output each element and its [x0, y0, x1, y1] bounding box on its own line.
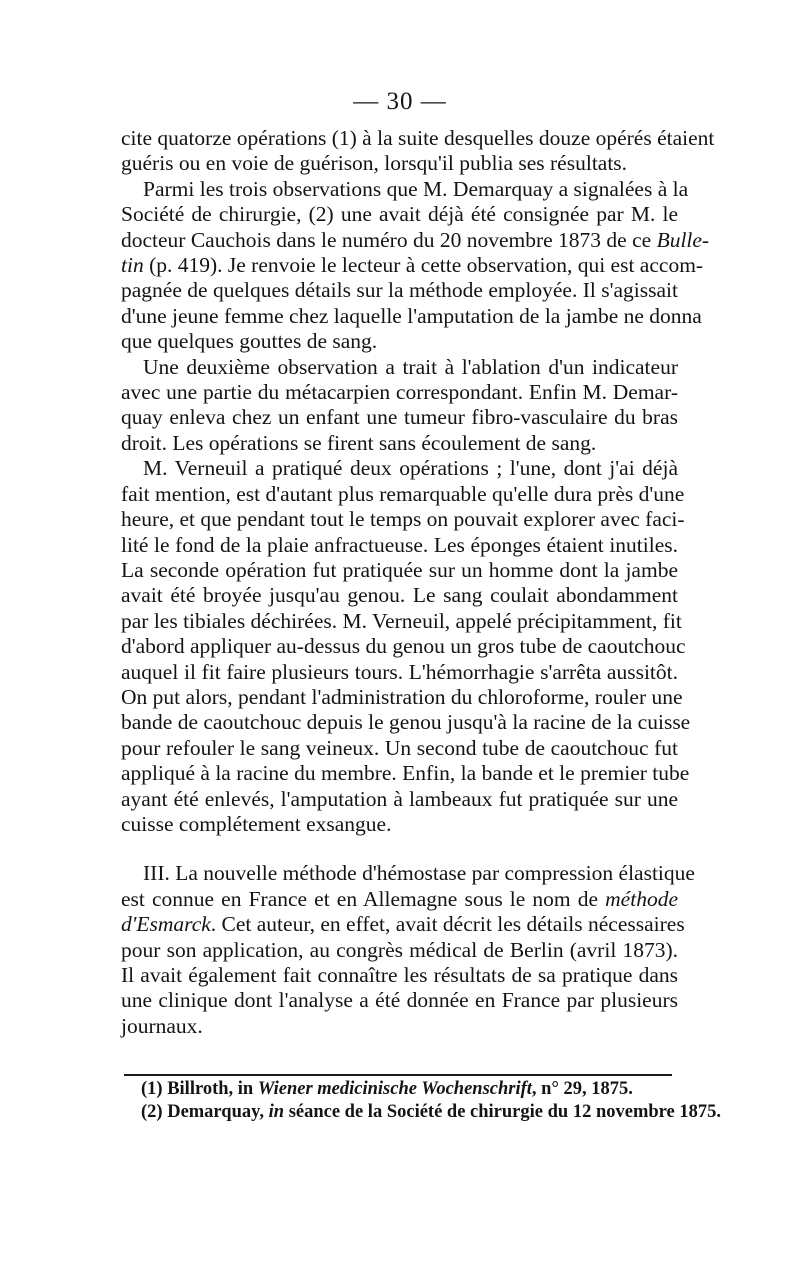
footnote-text: Billroth, in	[167, 1079, 254, 1099]
text-line: On put alors, pendant l'administration du chloroforme, rouler une	[121, 684, 683, 709]
text-line: par les tibiales déchirées. M. Verneuil, appelé précipitamment, fit	[121, 608, 682, 633]
text-line: cite quatorze opérations (1) à la suite desquelles douze opérés étaient	[121, 126, 715, 150]
text-line: cuisse complétement exsangue.	[121, 811, 392, 836]
footnote	[141, 1078, 678, 1101]
text-line: droit. Les opérations se firent sans écoulement de sang.	[121, 430, 597, 455]
text-line: une clinique dont l'analyse a été donnée en France par plusieurs	[121, 988, 678, 1013]
text-line: pour son application, au congrès médical de Berlin (avril 1873).	[121, 937, 678, 962]
text-line: pagnée de quelques détails sur la méthode employée. Il s'agissait	[121, 278, 678, 303]
footnote-marker: (1)	[141, 1079, 163, 1099]
text-line: pour refouler le sang veineux. Un second tube de caoutchouc fut	[121, 735, 678, 760]
page-number: — 30 —	[353, 88, 447, 115]
italic-run: tin	[121, 253, 144, 278]
text-line: bande de caoutchouc depuis le genou jusqu'à la racine de la cuisse	[121, 710, 691, 735]
text-line: Société de chirurgie, (2) une avait déjà été consignée par M. le	[121, 202, 678, 227]
text-line: d'une jeune femme chez laquelle l'amputation de la jambe ne donna	[121, 303, 702, 328]
text-line	[121, 887, 678, 912]
text-run: . Cet auteur, en effet, avait décrit les détails nécessaires	[210, 912, 685, 937]
text-line: heure, et que pendant tout le temps on pouvait explorer avec faci-	[121, 507, 685, 532]
footnote-title: in	[268, 1102, 285, 1122]
text-line: Il avait également fait connaître les résultats de sa pratique dans	[121, 963, 678, 987]
footnote-marker: (2)	[141, 1102, 163, 1122]
footnotes	[141, 1078, 721, 1124]
italic-run: d'Esmarck	[121, 912, 211, 937]
text-line: Une deuxième observation a trait à l'ablation d'un indicateur	[143, 354, 678, 379]
text-line: III. La nouvelle méthode d'hémostase par compression élastique	[143, 861, 695, 886]
text-line: auquel il fit faire plusieurs tours. L'hémorrhagie s'arrêta aussitôt.	[121, 659, 678, 684]
text-line: Parmi les trois observations que M. Demarquay a signalées à la	[143, 176, 689, 201]
text-line: lité le fond de la plaie anfractueuse. Les éponges étaient inutiles.	[121, 532, 678, 557]
text-line	[121, 227, 710, 253]
text-line: fait mention, est d'autant plus remarquable qu'elle dura près d'une	[121, 481, 685, 506]
paragraph-gap	[121, 837, 678, 861]
text-line: avec une partie du métacarpien correspondant. Enfin M. Demar-	[121, 380, 678, 405]
body-text	[121, 126, 715, 1039]
text-line	[121, 253, 704, 278]
text-line: d'abord appliquer au-dessus du genou un gros tube de caoutchouc	[121, 634, 686, 659]
text-line: La seconde opération fut pratiquée sur un homme dont la jambe	[121, 557, 678, 582]
italic-run: Bulle-	[656, 227, 710, 252]
footnote-text: , n° 29, 1875.	[531, 1079, 633, 1099]
text-run: est connue en France et en Allemagne sous le nom de	[121, 886, 599, 911]
italic-run: méthode	[605, 886, 678, 911]
text-run: docteur Cauchois dans le numéro du 20 novembre 1873 de ce	[121, 227, 652, 252]
text-line: que quelques gouttes de sang.	[121, 329, 378, 354]
text-line: appliqué à la racine du membre. Enfin, la bande et le premier tube	[121, 761, 690, 786]
footnote-title: Wiener medicinische Wochenschrift	[257, 1079, 532, 1099]
text-run: (p. 419). Je renvoie le lecteur à cette observation, qui est accom-	[149, 253, 704, 278]
text-line: ayant été enlevés, l'amputation à lambeaux fut pratiquée sur une	[121, 786, 678, 811]
text-line	[121, 912, 685, 937]
text-line: journaux.	[121, 1013, 203, 1038]
text-line: avait été broyée jusqu'au genou. Le sang coulait abondamment	[121, 583, 678, 608]
footnote-text: Demarquay,	[167, 1102, 264, 1122]
text-line: M. Verneuil a pratiqué deux opérations ; l'une, dont j'ai déjà	[143, 456, 678, 481]
footnote-text: séance de la Société de chirurgie du 12 novembre 1875.	[288, 1102, 721, 1122]
footnote-rule	[124, 1074, 672, 1076]
text-line: quay enleva chez un enfant une tumeur fibro-vasculaire du bras	[121, 405, 678, 430]
text-line: guéris ou en voie de guérison, lorsqu'il publia ses résultats.	[121, 151, 628, 176]
footnote	[141, 1101, 721, 1124]
